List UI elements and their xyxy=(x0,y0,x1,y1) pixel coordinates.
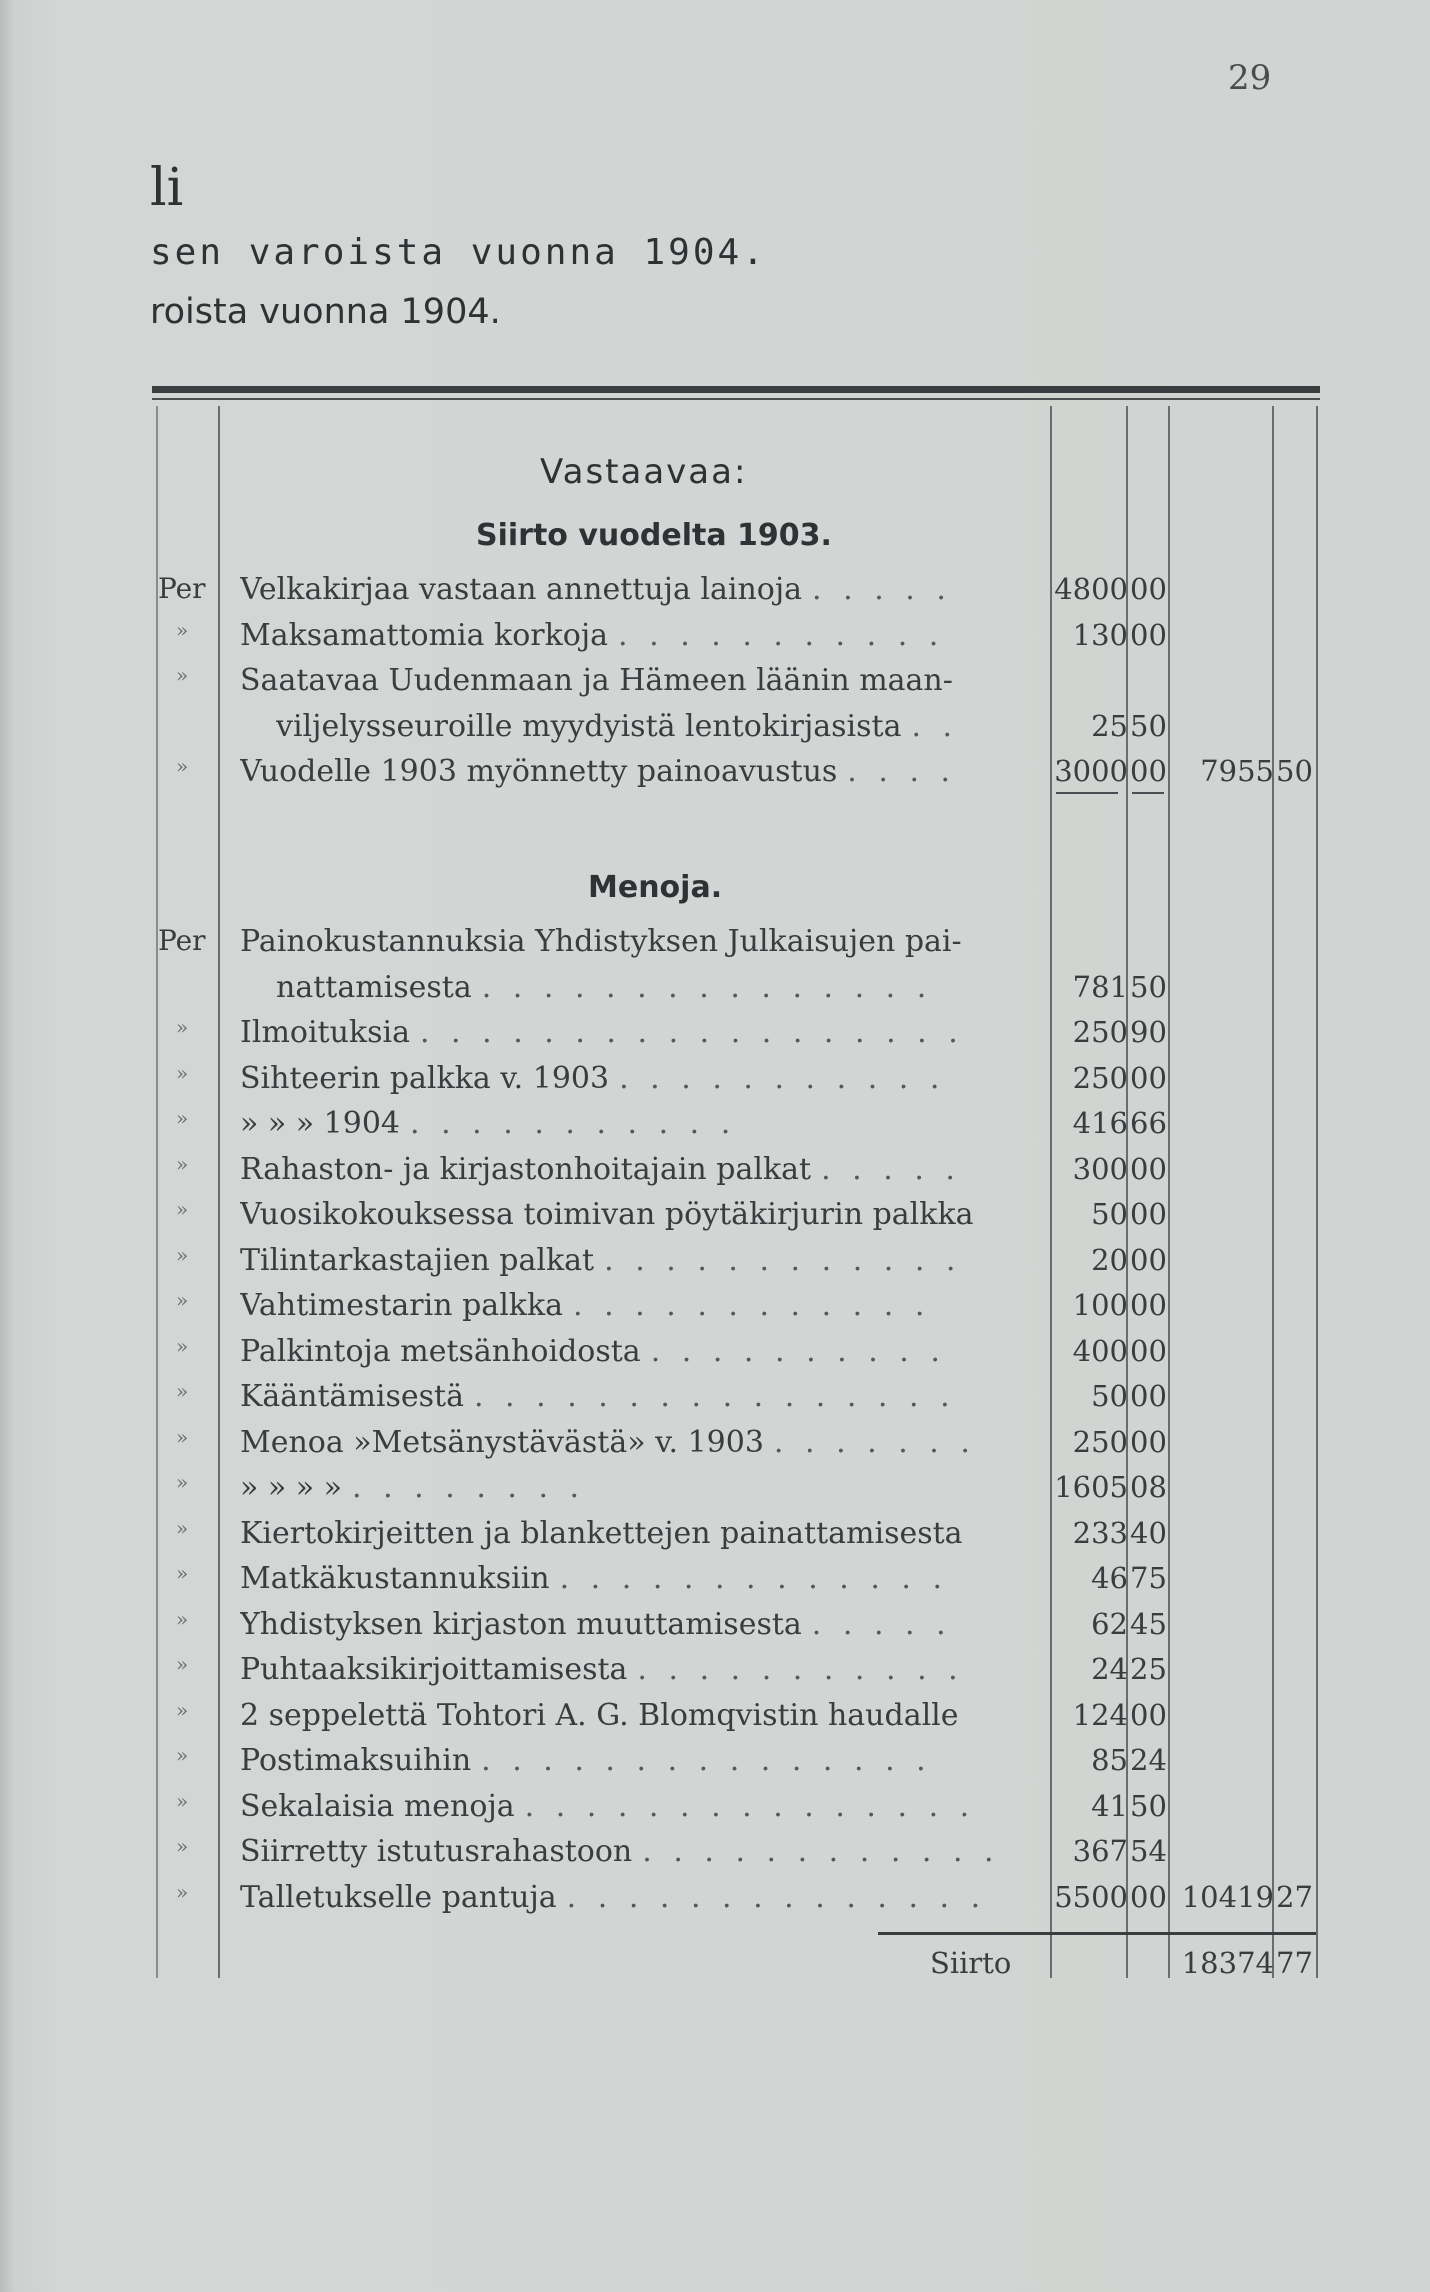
ledger-row xyxy=(0,663,1430,707)
row-description-text: Palkintoja metsänhoidosta xyxy=(240,1333,641,1369)
row-description xyxy=(240,754,1040,789)
ledger-row xyxy=(0,970,1430,1014)
row-prefix: » xyxy=(176,1060,189,1085)
row-markka: 416 xyxy=(1072,1106,1128,1140)
row-description-text: Ilmoituksia xyxy=(240,1015,410,1050)
row-prefix: » xyxy=(176,754,189,778)
row-leader-dots: . . . . . . . . . . . . . . . xyxy=(524,1788,976,1824)
row-penni: 00 xyxy=(1130,1333,1167,1368)
row-description-text: Postimaksuihin xyxy=(240,1743,472,1778)
row-description-text: Painokustannuksia Yhdistyksen Julkaisujen pai- xyxy=(240,924,962,959)
row-markka: 50 xyxy=(1091,1197,1128,1231)
row-description-text: Yhdistyksen kirjaston muuttamisesta xyxy=(240,1606,802,1642)
row-description xyxy=(240,1061,1040,1096)
ledger-row xyxy=(0,572,1430,616)
row-description xyxy=(240,1425,1040,1460)
row-markka: 62 xyxy=(1091,1606,1128,1641)
ledger-row xyxy=(0,1561,1430,1605)
row-penni: 00 xyxy=(1130,1424,1167,1459)
row-description-text: Velkakirjaa vastaan annettuja lainoja xyxy=(240,572,803,607)
row-description-text: Puhtaaksikirjoittamisesta xyxy=(240,1652,628,1687)
row-description-text: Saatavaa Uudenmaan ja Hämeen läänin maan- xyxy=(240,663,953,698)
row-description xyxy=(240,1789,1040,1824)
section-subtitle-siirto: Siirto vuodelta 1903. xyxy=(476,518,832,553)
row-prefix: » xyxy=(176,1288,189,1312)
ledger-row xyxy=(0,1516,1430,1560)
row-description-text: Siirretty istutusrahastoon xyxy=(240,1834,633,1869)
row-description xyxy=(240,572,1040,607)
row-markka: 25 xyxy=(1091,708,1128,743)
row-penni: 00 xyxy=(1130,1379,1167,1413)
row-markka: 24 xyxy=(1091,1652,1128,1686)
row-penni: 00 xyxy=(1130,1151,1167,1186)
ledger-row xyxy=(0,1743,1430,1787)
row-description-text: Sihteerin palkka v. 1903 xyxy=(240,1060,610,1096)
row-markka: 41 xyxy=(1091,1788,1128,1823)
ledger-row xyxy=(0,1288,1430,1332)
row-penni: 24 xyxy=(1130,1743,1167,1777)
row-penni: 00 xyxy=(1130,1197,1167,1231)
row-markka: 85 xyxy=(1091,1743,1128,1777)
row-description-text: » » » 1904 xyxy=(240,1106,401,1141)
row-markka: 20 xyxy=(1091,1242,1128,1277)
header-rule-thin xyxy=(152,398,1320,400)
row-prefix: » xyxy=(176,1743,189,1767)
row-prefix: » xyxy=(176,1015,189,1039)
row-penni: 75 xyxy=(1130,1561,1167,1595)
row-description-text: nattamisesta xyxy=(276,969,472,1005)
row-description xyxy=(240,1834,1040,1869)
header-rule-thick xyxy=(152,386,1320,393)
row-description-text: viljelysseuroille myydyistä lentokirjasista xyxy=(276,708,902,744)
row-penni: 45 xyxy=(1130,1606,1167,1641)
ledger-row xyxy=(0,1652,1430,1696)
row-description-text: Tilintarkastajien palkat xyxy=(240,1242,595,1278)
ledger-row xyxy=(0,1379,1430,1423)
row-penni: 00 xyxy=(1130,1242,1167,1277)
footer-total-markka: 18374 xyxy=(1181,1946,1274,1980)
row-description xyxy=(240,1334,1040,1369)
row-leader-dots: . . . . . . . . . . . . . . . xyxy=(481,1743,932,1778)
sum-underline-mk xyxy=(1056,792,1118,794)
row-prefix: » xyxy=(176,1879,189,1904)
row-description-text: Talletukselle pantuja xyxy=(240,1879,557,1915)
row-description-text: 2 seppelettä Tohtori A. G. Blomqvistin haudalle xyxy=(240,1697,959,1733)
ledger-row xyxy=(0,1152,1430,1196)
sum-underline-pen xyxy=(1132,792,1164,794)
row-markka: 4800 xyxy=(1054,572,1128,606)
ledger-row xyxy=(0,1607,1430,1651)
row-total-penni: 27 xyxy=(1276,1879,1313,1914)
row-penni: 08 xyxy=(1130,1470,1167,1504)
ledger-row xyxy=(0,709,1430,753)
ledger-row xyxy=(0,1834,1430,1878)
row-leader-dots: . . . . . xyxy=(811,1606,952,1642)
row-markka: 300 xyxy=(1072,1151,1128,1186)
ledger-row xyxy=(0,1106,1430,1150)
row-description xyxy=(240,1470,1040,1505)
ledger-row xyxy=(0,1334,1430,1378)
ledger-row xyxy=(0,1243,1430,1287)
row-penni: 54 xyxy=(1130,1834,1167,1868)
row-description-text: Kiertokirjeitten ja blankettejen painattamisesta xyxy=(240,1515,963,1551)
row-penni: 00 xyxy=(1130,572,1167,606)
row-leader-dots: . . . . . xyxy=(821,1151,961,1187)
row-markka: 3000 xyxy=(1054,754,1128,788)
row-markka: 250 xyxy=(1072,1060,1128,1095)
row-description xyxy=(240,1106,1040,1141)
row-prefix: » xyxy=(176,1788,189,1813)
row-prefix: » xyxy=(176,1697,189,1722)
row-penni: 00 xyxy=(1130,1879,1167,1914)
row-prefix: » xyxy=(176,1379,189,1403)
row-leader-dots: . . . . . . . . . . . xyxy=(619,1060,946,1096)
row-description xyxy=(240,1743,1040,1778)
row-prefix: » xyxy=(176,1561,189,1585)
row-leader-dots: . . . . . . . . . . xyxy=(650,1333,946,1369)
row-description-text: Vuosikokouksessa toimivan pöytäkirjurin palkka xyxy=(240,1197,974,1232)
ledger-row xyxy=(0,1197,1430,1241)
row-penni: 00 xyxy=(1130,1288,1167,1322)
ledger-row xyxy=(0,1880,1430,1924)
row-leader-dots: . . . . . . . . . . . xyxy=(410,1106,737,1141)
ledger-row xyxy=(0,1061,1430,1105)
row-description xyxy=(240,1243,1040,1278)
row-markka: 5500 xyxy=(1054,1879,1128,1914)
row-penni: 40 xyxy=(1130,1515,1167,1550)
row-prefix: » xyxy=(176,1197,189,1221)
row-description xyxy=(240,1197,1040,1232)
row-prefix: » xyxy=(176,617,189,642)
row-prefix: Per xyxy=(158,572,206,605)
ledger-row xyxy=(0,924,1430,968)
row-markka: 124 xyxy=(1072,1697,1128,1732)
row-description xyxy=(240,1379,1040,1414)
row-leader-dots: . . . . . . . . . . . . xyxy=(573,1288,931,1323)
row-description xyxy=(240,924,1040,959)
row-markka: 50 xyxy=(1091,1379,1128,1413)
page-number: 29 xyxy=(1228,58,1272,98)
row-prefix: » xyxy=(176,1333,189,1358)
row-markka: 781 xyxy=(1072,969,1128,1004)
row-markka: 400 xyxy=(1072,1333,1128,1368)
row-prefix: » xyxy=(176,1424,189,1449)
row-description-text: Maksamattomia korkoja xyxy=(240,617,609,653)
row-leader-dots: . . xyxy=(911,708,959,744)
heading-fragment-3: roista vuonna 1904. xyxy=(150,292,501,332)
row-leader-dots: . . . . xyxy=(847,754,957,789)
row-total-markka: 10419 xyxy=(1181,1879,1274,1914)
row-description-text: Vahtimestarin palkka xyxy=(240,1288,564,1323)
row-description xyxy=(240,1698,1040,1733)
row-leader-dots: . . . . . . . . . . . . . . . . . . xyxy=(419,1015,964,1050)
ledger-row xyxy=(0,754,1430,798)
section-title-vastaavaa: Vastaavaa: xyxy=(540,452,748,492)
row-prefix: Per xyxy=(158,924,206,957)
heading-fragment-1: li xyxy=(150,158,184,218)
row-description xyxy=(240,1015,1040,1050)
row-leader-dots: . . . . . . . . . . . . . . . xyxy=(481,969,933,1005)
row-description-text: » » » » xyxy=(240,1470,343,1505)
row-prefix: » xyxy=(176,1515,189,1540)
row-description xyxy=(240,1652,1040,1687)
heading-fragment-2: sen varoista vuonna 1904. xyxy=(150,232,767,273)
row-description-text: Rahaston- ja kirjastonhoitajain palkat xyxy=(240,1151,812,1187)
row-prefix: » xyxy=(176,1834,189,1858)
row-penni: 25 xyxy=(1130,1652,1167,1686)
footer-label: Siirto xyxy=(930,1946,1012,1980)
row-description-text: Vuodelle 1903 myönnetty painoavustus xyxy=(240,754,838,789)
row-markka: 250 xyxy=(1072,1015,1128,1049)
row-prefix: » xyxy=(176,1106,189,1130)
row-description xyxy=(276,970,1040,1005)
ledger-row xyxy=(0,1425,1430,1469)
row-penni: 00 xyxy=(1130,1060,1167,1095)
row-description xyxy=(240,1880,1040,1915)
row-description xyxy=(240,618,1040,653)
row-description xyxy=(240,1152,1040,1187)
row-description xyxy=(240,663,1040,698)
row-description-text: Menoa »Metsänystävästä» v. 1903 xyxy=(240,1424,764,1460)
row-leader-dots: . . . . . . . . . . . . xyxy=(604,1242,962,1278)
row-description xyxy=(240,1607,1040,1642)
row-prefix: » xyxy=(176,1151,189,1176)
ledger-row xyxy=(0,1015,1430,1059)
ledger-row xyxy=(0,1698,1430,1742)
section-title-menoja: Menoja. xyxy=(588,870,723,905)
footer-row xyxy=(0,1946,1430,1990)
row-leader-dots: . . . . . . . . . . . . . . xyxy=(566,1879,987,1915)
ledger-row xyxy=(0,1470,1430,1514)
row-leader-dots: . . . . . . . . . . . xyxy=(637,1652,964,1687)
row-markka: 250 xyxy=(1072,1424,1128,1459)
row-markka: 130 xyxy=(1072,617,1128,652)
row-markka: 1605 xyxy=(1054,1470,1128,1504)
row-description-text: Sekalaisia menoja xyxy=(240,1788,515,1824)
row-prefix: » xyxy=(176,1606,189,1631)
row-description xyxy=(276,709,1040,744)
row-leader-dots: . . . . . . . . xyxy=(352,1470,586,1505)
row-markka: 233 xyxy=(1072,1515,1128,1550)
ledger-row xyxy=(0,618,1430,662)
row-markka: 367 xyxy=(1072,1834,1128,1868)
footer-total-penni: 77 xyxy=(1276,1946,1313,1980)
row-leader-dots: . . . . . . . . . . . . xyxy=(642,1834,1000,1869)
row-penni: 00 xyxy=(1130,617,1167,652)
row-penni: 66 xyxy=(1130,1106,1167,1140)
row-penni: 50 xyxy=(1130,969,1167,1004)
row-description-text: Kääntämisestä xyxy=(240,1379,464,1414)
total-rule xyxy=(878,1932,1316,1935)
row-total-markka: 7955 xyxy=(1200,754,1274,788)
row-markka: 46 xyxy=(1091,1561,1128,1595)
row-penni: 00 xyxy=(1130,1697,1167,1732)
row-penni: 00 xyxy=(1130,754,1167,788)
row-leader-dots: . . . . . xyxy=(812,572,952,607)
row-description xyxy=(240,1516,1040,1551)
row-prefix: » xyxy=(176,1652,189,1676)
row-description xyxy=(240,1288,1040,1323)
row-description xyxy=(240,1561,1040,1596)
row-penni: 50 xyxy=(1130,1788,1167,1823)
row-prefix: » xyxy=(176,1470,189,1494)
row-penni: 50 xyxy=(1130,708,1167,743)
row-markka: 100 xyxy=(1072,1288,1128,1322)
row-penni: 90 xyxy=(1130,1015,1167,1049)
row-prefix: » xyxy=(176,1242,189,1267)
row-description-text: Matkäkustannuksiin xyxy=(240,1561,550,1596)
row-prefix: » xyxy=(176,663,189,687)
row-leader-dots: . . . . . . . xyxy=(773,1424,976,1460)
row-leader-dots: . . . . . . . . . . . . . . . . xyxy=(473,1379,956,1414)
row-leader-dots: . . . . . . . . . . . xyxy=(618,617,945,653)
ledger-row xyxy=(0,1789,1430,1833)
row-total-penni: 50 xyxy=(1276,754,1313,788)
row-leader-dots: . . . . . . . . . . . . . xyxy=(559,1561,949,1596)
